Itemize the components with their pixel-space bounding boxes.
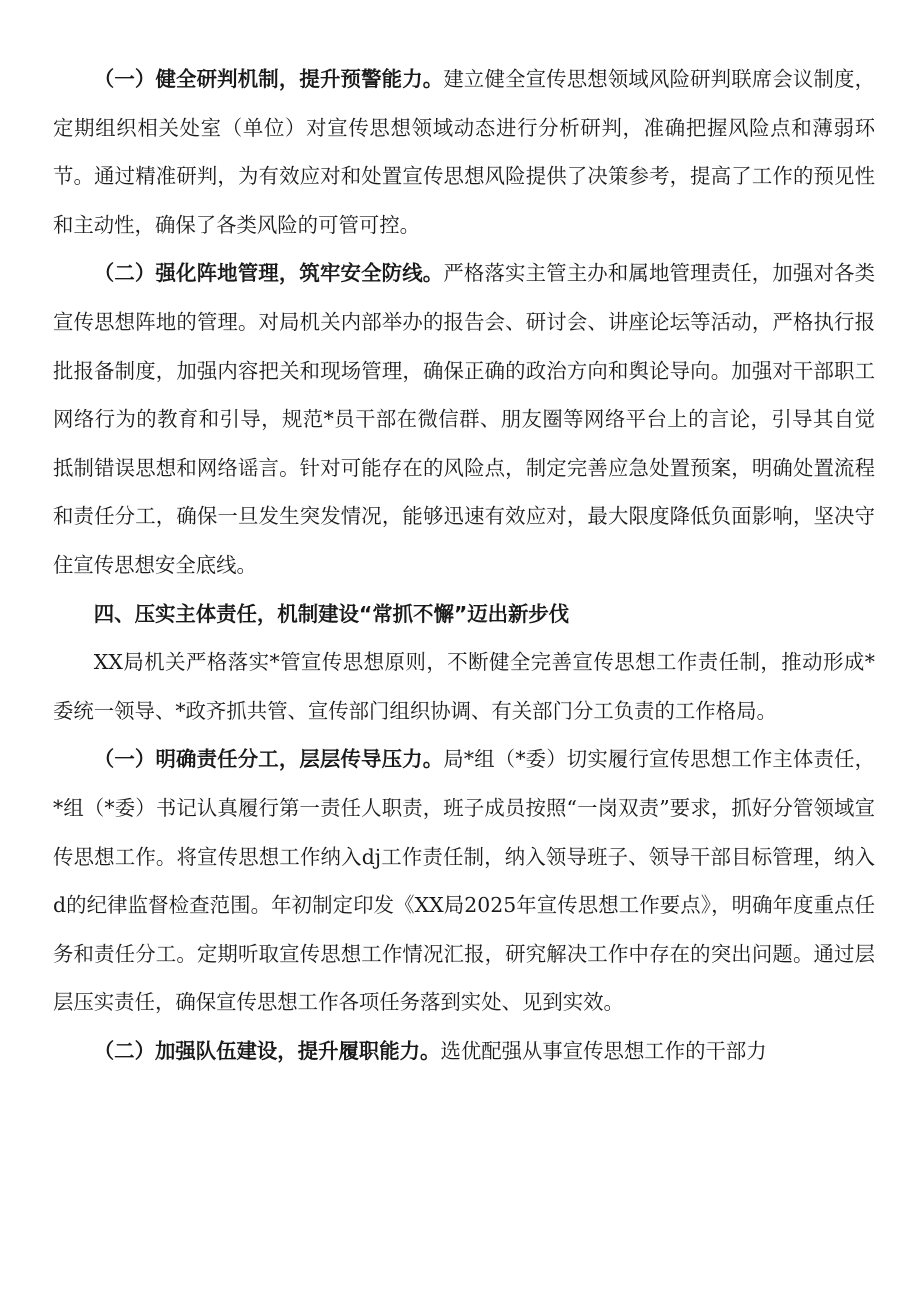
paragraph-lead: （一）明确责任分工，层层传导压力。 xyxy=(93,747,444,772)
paragraph-lead: （二）强化阵地管理，筑牢安全防线。 xyxy=(93,261,444,286)
paragraph-lead: （二）加强队伍建设，提升履职能力。 xyxy=(93,1038,441,1063)
paragraph-body: XX局机关严格落实*管宣传思想原则，不断健全完善宣传思想工作责任制，推动形成*委统一领导、*政齐抓共管、宣传部门组织协调、有关部门分工负责的工作格局。 xyxy=(53,650,875,723)
paragraph-team-building xyxy=(53,1027,875,1076)
paragraph-responsibility-division xyxy=(53,735,875,1027)
paragraph-research-mechanism xyxy=(53,55,875,249)
paragraph-body: 选优配强从事宣传思想工作的干部力 xyxy=(440,1038,767,1063)
paragraph-section-intro xyxy=(53,638,875,735)
paragraph-body: 建立健全宣传思想领域风险研判联席会议制度，定期组织相关处室（单位）对宣传思想领域动态进行分析研判，准确把握风险点和薄弱环节。通过精准研判，为有效应对和处置宣传思想风险提供了决策参考，提高了工作的预见性和主动性，确保了各类风险的可管可控。 xyxy=(53,67,875,237)
section-heading: 四、压实主体责任，机制建设“常抓不懈”迈出新步伐 xyxy=(93,601,570,626)
paragraph-body: 严格落实主管主办和属地管理责任，加强对各类宣传思想阵地的管理。对局机关内部举办的报告会、研讨会、讲座论坛等活动，严格执行报批报备制度，加强内容把关和现场管理，确保正确的政治方向和舆论导向。加强对干部职工网络行为的教育和引导，规范*员干部在微信群、朋友圈等网络平台上的言论，引导其自觉抵制错误思想和网络谣言。针对可能存在的风险点，制定完善应急处置预案，明确处置流程和责任分工，确保一旦发生突发情况，能够迅速有效应对，最大限度降低负面影响，坚决守住宣传思想安全底线。 xyxy=(53,261,875,577)
paragraph-body: 局*组（*委）切实履行宣传思想工作主体责任，*组（*委）书记认真履行第一责任人职责，班子成员按照“一岗双责”要求，抓好分管领域宣传思想工作。将宣传思想工作纳入dj工作责任制，纳入领导班子、领导干部目标管理，纳入d的纪律监督检查范围。年初制定印发《XX局2025年宣传思想工作要点》，明确年度重点任务和责任分工。定期听取宣传思想工作情况汇报，研究解决工作中存在的突出问题。通过层层压实责任，确保宣传思想工作各项任务落到实处、见到实效。 xyxy=(53,747,875,1015)
paragraph-lead: （一）健全研判机制，提升预警能力。 xyxy=(93,67,444,91)
paragraph-position-management xyxy=(53,249,875,589)
document-page xyxy=(53,55,875,1075)
